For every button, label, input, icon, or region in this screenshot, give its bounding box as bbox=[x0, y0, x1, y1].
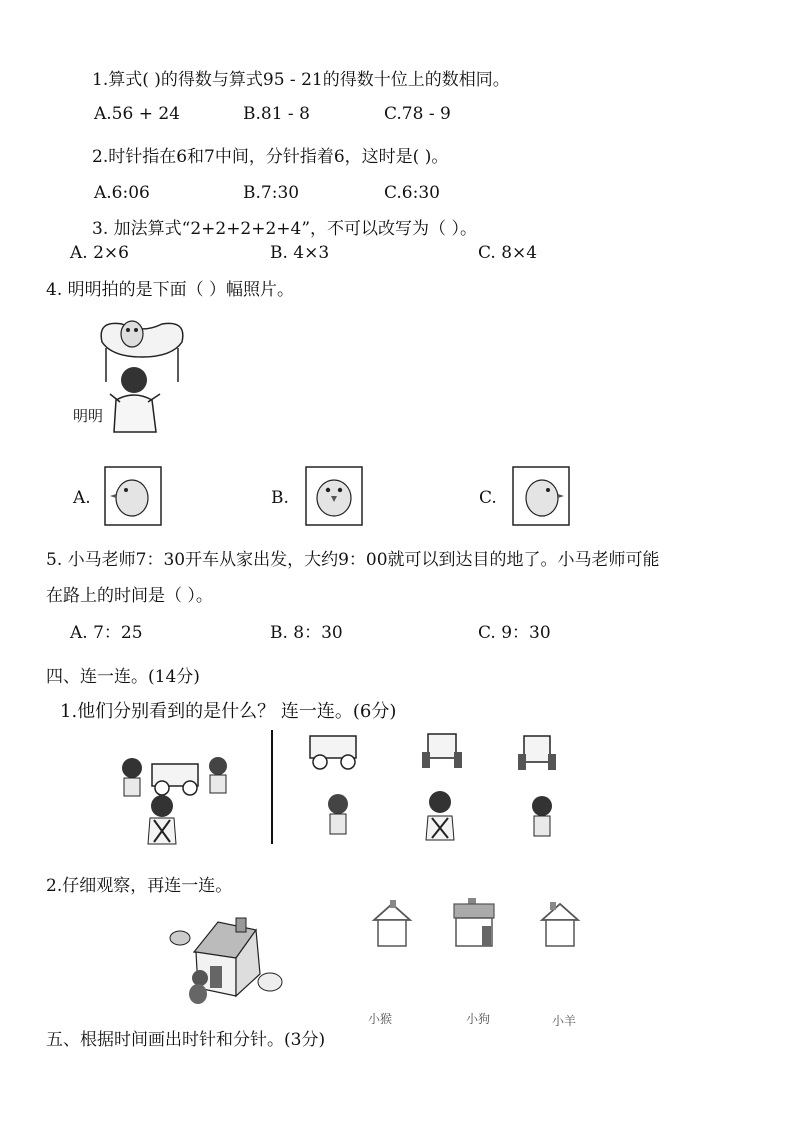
observers-figure bbox=[110, 726, 590, 848]
q4-option-c[interactable]: C. bbox=[479, 488, 497, 508]
q2-option-b[interactable]: B.7:30 bbox=[243, 183, 300, 203]
q2-option-c[interactable]: C.6:30 bbox=[384, 183, 440, 203]
house-label-monkey: 小猴 bbox=[368, 1012, 393, 1026]
q3-option-b[interactable]: B. 4×3 bbox=[270, 243, 330, 263]
section4-title: 四、连一连。(14分) bbox=[46, 667, 200, 687]
q1-option-b[interactable]: B.81 - 8 bbox=[243, 104, 310, 124]
q2-option-a[interactable]: A.6:06 bbox=[94, 183, 150, 203]
q4-photo-a[interactable] bbox=[104, 466, 162, 526]
house-view-2[interactable] bbox=[452, 898, 496, 948]
q4-photo-c[interactable] bbox=[512, 466, 570, 526]
q3-option-a[interactable]: A. 2×6 bbox=[70, 243, 129, 263]
q1-stem: 1.算式( )的得数与算式95 - 21的得数十位上的数相同。 bbox=[92, 70, 510, 90]
q4-option-a[interactable]: A. bbox=[73, 488, 91, 508]
q4-photo-b[interactable] bbox=[305, 466, 363, 526]
q3-stem: 3. 加法算式“2+2+2+2+4”，不可以改写为（ ）。 bbox=[92, 219, 477, 239]
house-label-dog: 小狗 bbox=[466, 1012, 491, 1026]
section4-q2-stem: 2.仔细观察，再连一连。 bbox=[46, 876, 233, 896]
q5-option-a[interactable]: A. 7：25 bbox=[70, 623, 143, 643]
house-view-1[interactable] bbox=[370, 900, 414, 948]
house-view-3[interactable] bbox=[538, 900, 582, 948]
q3-option-c[interactable]: C. 8×4 bbox=[478, 243, 538, 263]
q1-option-c[interactable]: C.78 - 9 bbox=[384, 104, 451, 124]
q5-option-c[interactable]: C. 9：30 bbox=[478, 623, 551, 643]
q4-stem: 4. 明明拍的是下面（ ）幅照片。 bbox=[46, 280, 295, 300]
section4-q1-stem: 1.他们分别看到的是什么？ 连一连。(6分) bbox=[60, 701, 397, 722]
q4-option-b[interactable]: B. bbox=[271, 488, 289, 508]
house-scene-figure bbox=[160, 912, 290, 1012]
q2-stem: 2.时针指在6和7中间，分针指着6，这时是( )。 bbox=[92, 147, 449, 167]
q5-stem-line2: 在路上的时间是（ ）。 bbox=[46, 586, 213, 606]
q4-figure-label: 明明 bbox=[73, 407, 104, 425]
q1-option-a[interactable]: A.56 + 24 bbox=[94, 104, 180, 124]
house-label-sheep: 小羊 bbox=[552, 1014, 577, 1028]
section5-title: 五、根据时间画出时针和分针。(3分) bbox=[46, 1030, 326, 1050]
q5-option-b[interactable]: B. 8：30 bbox=[270, 623, 343, 643]
q5-stem-line1: 5. 小马老师7：30开车从家出发，大约9：00就可以到达目的地了。小马老师可能 bbox=[46, 550, 660, 570]
q4-scene-figure bbox=[92, 312, 192, 437]
